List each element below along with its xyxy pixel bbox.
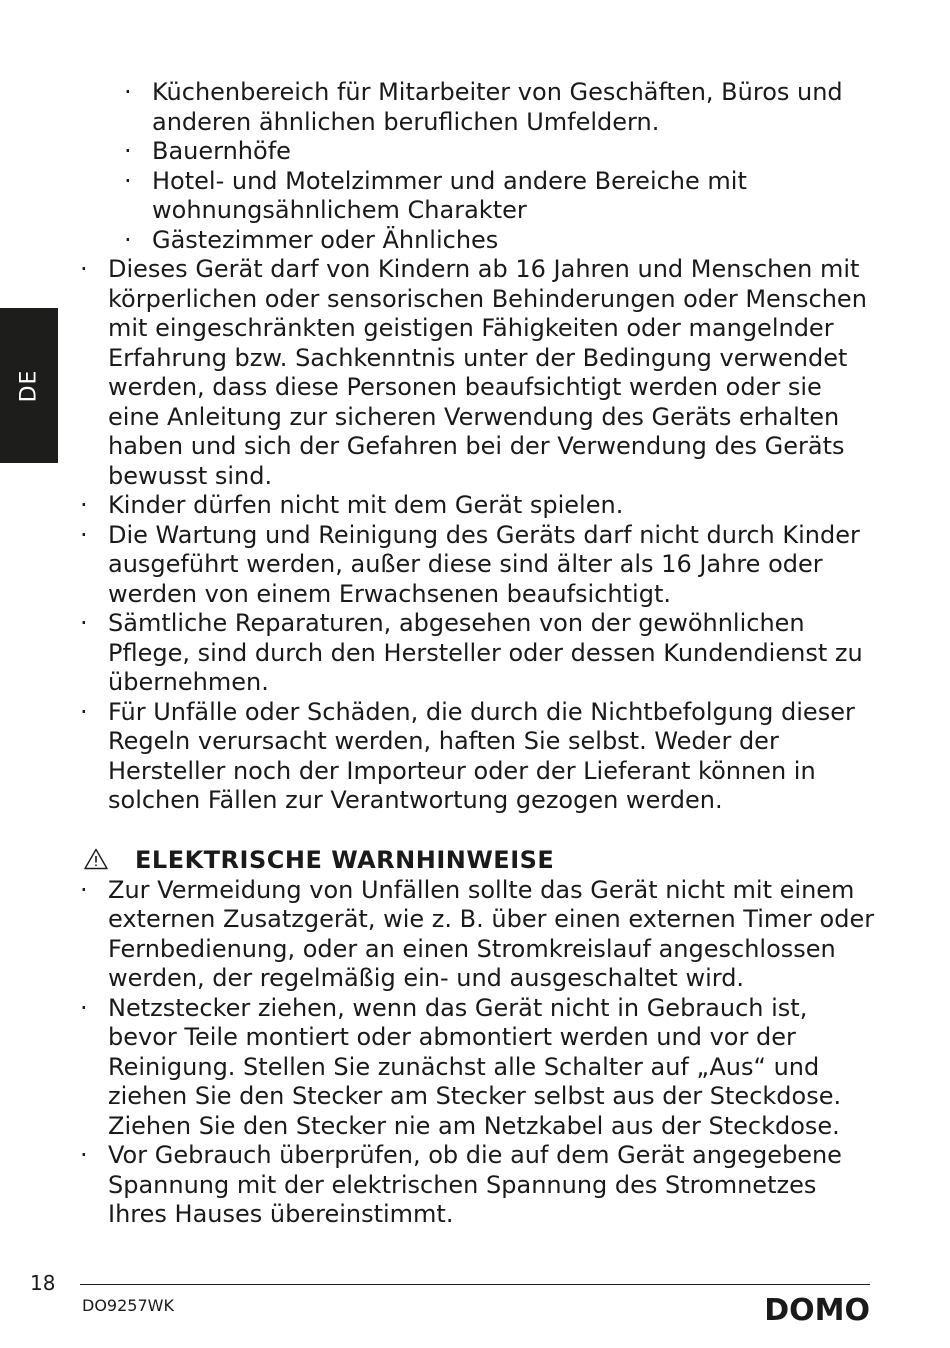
list-item — [80, 609, 880, 698]
list-item-text: Küchenbereich für Mitarbeiter von Geschäften, Büros und anderen ähnlichen beruflichen Umfeldern. — [152, 78, 843, 136]
brand-logo: DOMO — [764, 1293, 870, 1328]
list-item-text: Vor Gebrauch überprüfen, ob die auf dem Gerät angegebene Spannung mit der elektrischen Spannung des Stromnetzes Ihres Hauses übereinstimmt. — [108, 1141, 842, 1228]
list-item-text: Kinder dürfen nicht mit dem Gerät spielen. — [108, 491, 624, 519]
list-item-text: Hotel- und Motelzimmer und andere Bereiche mit wohnungsähnlichem Charakter — [152, 166, 747, 224]
electrical-list — [80, 876, 880, 1230]
list-item-text: Bauernhöfe — [152, 137, 291, 165]
bullet: · — [80, 697, 88, 726]
language-tab — [0, 308, 58, 463]
list-item-text: Gästezimmer oder Ähnliches — [152, 225, 499, 254]
list-item — [80, 876, 880, 994]
list-item-text: Die Wartung und Reinigung des Geräts darf nicht durch Kinder ausgeführt werden, außer diese sind älter als 16 Jahre oder werden von einem Erwachsenen beaufsichtigt. — [108, 520, 860, 608]
bullet: · — [124, 78, 132, 106]
list-item — [80, 1141, 880, 1230]
safety-list — [80, 255, 880, 816]
list-item — [80, 78, 880, 137]
page-content — [80, 78, 880, 1230]
bullet: · — [80, 875, 88, 904]
bullet: · — [124, 166, 132, 195]
footer-divider — [80, 1284, 870, 1285]
list-item — [80, 226, 880, 256]
list-item — [80, 698, 880, 816]
list-item — [80, 137, 880, 167]
list-item-text: Sämtliche Reparaturen, abgesehen von der gewöhnlichen Pflege, sind durch den Hersteller oder dessen Kundendienst zu übernehmen. — [108, 609, 863, 696]
bullet: · — [80, 520, 88, 549]
sublist — [80, 78, 880, 255]
page-number: 18 — [30, 1271, 56, 1295]
bullet: · — [124, 225, 132, 254]
list-item-text: Zur Vermeidung von Unfällen sollte das Gerät nicht mit einem externen Zusatzgerät, wie z. B. über einen externen Timer oder Fernbedienung, oder an einen Stromkreislauf angeschlossen werden, der regelmäßig ein- und ausgeschaltet wird. — [108, 875, 875, 992]
list-item — [80, 521, 880, 610]
bullet: · — [80, 1141, 88, 1169]
bullet: · — [124, 137, 132, 165]
list-item — [80, 255, 880, 491]
list-item — [80, 491, 880, 521]
section-heading-text: ELEKTRISCHE WARNHINWEISE — [135, 845, 555, 874]
warning-triangle-icon — [84, 848, 108, 870]
section-heading — [80, 844, 880, 876]
bullet: · — [80, 609, 88, 637]
list-item-text: Netzstecker ziehen, wenn das Gerät nicht in Gebrauch ist, bevor Teile montiert oder abmontiert werden und vor der Reinigung. Stellen Sie zunächst alle Schalter auf „Aus“ und ziehen Sie den Stecker am Stecker selbst aus der Steckdose. Ziehen Sie den Stecker nie am Netzkabel aus der Steckdose. — [108, 993, 842, 1140]
list-item-text: Dieses Gerät darf von Kindern ab 16 Jahren und Menschen mit körperlichen oder sensorischen Behinderungen oder Menschen mit eingeschränkten geistigen Fähigkeiten oder mangelnder Erfahrung bzw. Sachkenntnis unter der Bedingung verwendet werden, dass diese Personen beaufsichtigt werden oder sie eine Anleitung zur sicheren Verwendung des Geräts erhalten haben und sich der Gefahren bei der Verwendung des Geräts bewusst sind. — [108, 255, 867, 490]
model-number: DO9257WK — [82, 1296, 174, 1315]
list-item — [80, 994, 880, 1142]
bullet: · — [80, 993, 88, 1022]
language-tab-label: DE — [16, 369, 42, 402]
bullet: · — [80, 491, 88, 519]
list-item — [80, 167, 880, 226]
list-item-text: Für Unfälle oder Schäden, die durch die Nichtbefolgung dieser Regeln verursacht werden, haften Sie selbst. Weder der Hersteller noch der Importeur oder der Lieferant können in solchen Fällen zur Verantwortung gezogen werden. — [108, 697, 855, 814]
bullet: · — [80, 255, 88, 283]
